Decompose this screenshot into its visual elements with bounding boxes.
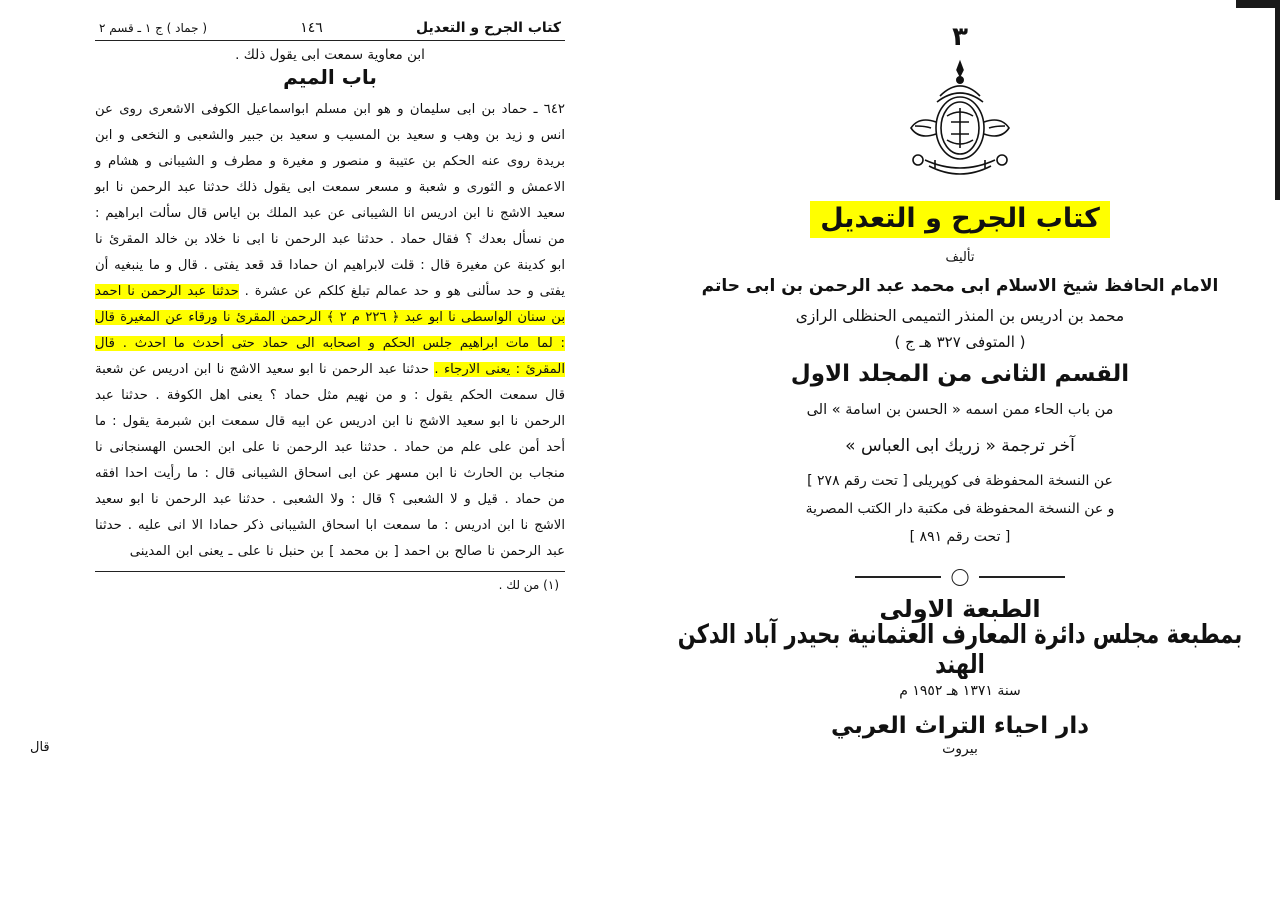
scope-line-2: آخر ترجمة « زريك ابى العباس » bbox=[845, 436, 1075, 456]
scan-edge-right bbox=[1275, 0, 1280, 200]
publisher-city: بيروت bbox=[942, 741, 978, 757]
paragraph-part-plain-1: ٦٤٢ ـ حماد بن ابى سليمان و هو ابن مسلم ابواسماعيل الكوفى الاشعرى روى عن انس و زيد بن وهب و سعيد بن المسيب و سعيد بن جبير والشعبى و النخعى و ابن بريدة روى عنه الحكم بن عتيبة و منصور و مغيرة و مطرف و الشيبانى و هشام و الاعمش و الثورى و شعبة و مسعر سمعت ابى يقول ذلك حدثنا عبد الرحمن نا ابو سعيد الاشج نا ابن ادريس انا الشيبانى عن عبد الملك بن اياس قال سألت ابراهيم : من نسأل بعدك ؟ فقال حماد . حدثنا عبد الرحمن نا ابى نا خلاد بن خالد المقرئ نا ابو كدينة عن مغيرة قال : قلت لابراهيم ان حمادا قد قعد يفتى . قال و ما ينبغيه أن يفتى و حد سألنى هو و حد عمالم تبلغ كلكم عن عشرة . bbox=[95, 102, 565, 299]
scan-edge-top bbox=[1236, 0, 1280, 8]
catchline: ابن معاوية سمعت ابى يقول ذلك . bbox=[235, 47, 425, 63]
part-title: القسم الثانى من المجلد الاول bbox=[790, 361, 1130, 387]
body-text-page bbox=[95, 20, 565, 820]
publisher-name: دار احياء التراث العربي bbox=[830, 713, 1090, 739]
author-line-1: الامام الحافظ شيخ الاسلام ابى محمد عبد الرحمن بن ابى حاتم bbox=[701, 276, 1219, 296]
running-head-title: كتاب الجرح و التعديل bbox=[416, 20, 561, 36]
main-paragraph bbox=[95, 97, 565, 565]
running-head bbox=[95, 20, 565, 41]
press-statement: بمطبعة مجلس دائرة المعارف العثمانية بحيدر آباد الدكن الهند bbox=[677, 619, 1243, 679]
highlighted-passage: حدثنا عبد الرحمن نا احمد بن سنان الواسطى نا ابو عبد ﴿ ٢٢٦ م ٢ ﴾ الرحمن المقرئ نا ورقاء عن المغيرة قال : لما مات ابراهيم جلس الحكم و اصحابه الى حماد حتى أحدث ما احدث . قال المقرئ : يعنى الارجاء . bbox=[95, 284, 565, 377]
publication-year: سنة ١٣٧١ هـ ١٩٥٢ م bbox=[899, 683, 1021, 699]
author-line-2: محمد بن ادريس بن المنذر التميمى الحنظلى الرازى bbox=[795, 307, 1125, 325]
author-death-note: ( المتوفى ٣٢٧ هـ ج ) bbox=[894, 333, 1026, 351]
byline-label: تأليف bbox=[945, 250, 975, 265]
source-line-1: عن النسخة المحفوظة فى كوپريلى [ تحت رقم ٢٧٨ ] bbox=[807, 473, 1113, 489]
title-page bbox=[660, 10, 1260, 870]
book-title: كتاب الجرح و التعديل bbox=[810, 201, 1110, 238]
footnote: (١) من لك . bbox=[498, 578, 559, 592]
folio-number: ٣ bbox=[952, 22, 968, 52]
scope-line-1: من باب الحاء ممن اسمه « الحسن بن اسامة » الى bbox=[806, 402, 1114, 418]
stray-catchword: قال bbox=[30, 740, 50, 755]
source-line-2: و عن النسخة المحفوظة فى مكتبة دار الكتب المصرية bbox=[805, 501, 1115, 517]
running-head-page-number: ١٤٦ bbox=[300, 20, 323, 36]
chapter-title: باب الميم bbox=[283, 65, 377, 89]
paragraph-part-plain-2: حدثنا عبد الرحمن نا ابو سعيد الاشج نا ابن ادريس عن شعبة قال سمعت الحكم يقول : و من نهيم مثل حماد ؟ يعنى اهل الكوفة . حدثنا عبد الرحمن نا ابو سعيد الاشج نا ابن ادريس عن ابيه قال سمعت ابن شبرمة يقول : ما أحد أمن على علم من حماد . حدثنا عبد الرحمن نا على ابن الحسن الهسنجانى نا منجاب بن الحارث نا ابن مسهر عن ابى اسحاق الشيبانى قال : ما رأيت احدا افقه من حماد . قيل و لا الشعبى ؟ قال : ولا الشعبى . حدثنا عبد الرحمن نا ابو سعيد الاشج نا ابن ادريس : ما سمعت ابا اسحاق الشيبانى ذكر حمادا الا انى عليه . حدثنا عبد الرحمن نا صالح بن احمد [ بن محمد ] بن حنبل نا على ـ يعنى ابن المدينى bbox=[95, 362, 565, 559]
ornamental-divider bbox=[855, 567, 1065, 585]
publisher-crest-icon bbox=[885, 56, 1035, 191]
footnote-rule bbox=[95, 571, 565, 595]
edition-statement: الطبعة الاولى bbox=[879, 595, 1041, 623]
running-head-volume-note: ( جماد ) ج ١ ـ قسم ٢ bbox=[99, 21, 208, 35]
source-line-3: [ تحت رقم ٨٩١ ] bbox=[909, 529, 1011, 545]
